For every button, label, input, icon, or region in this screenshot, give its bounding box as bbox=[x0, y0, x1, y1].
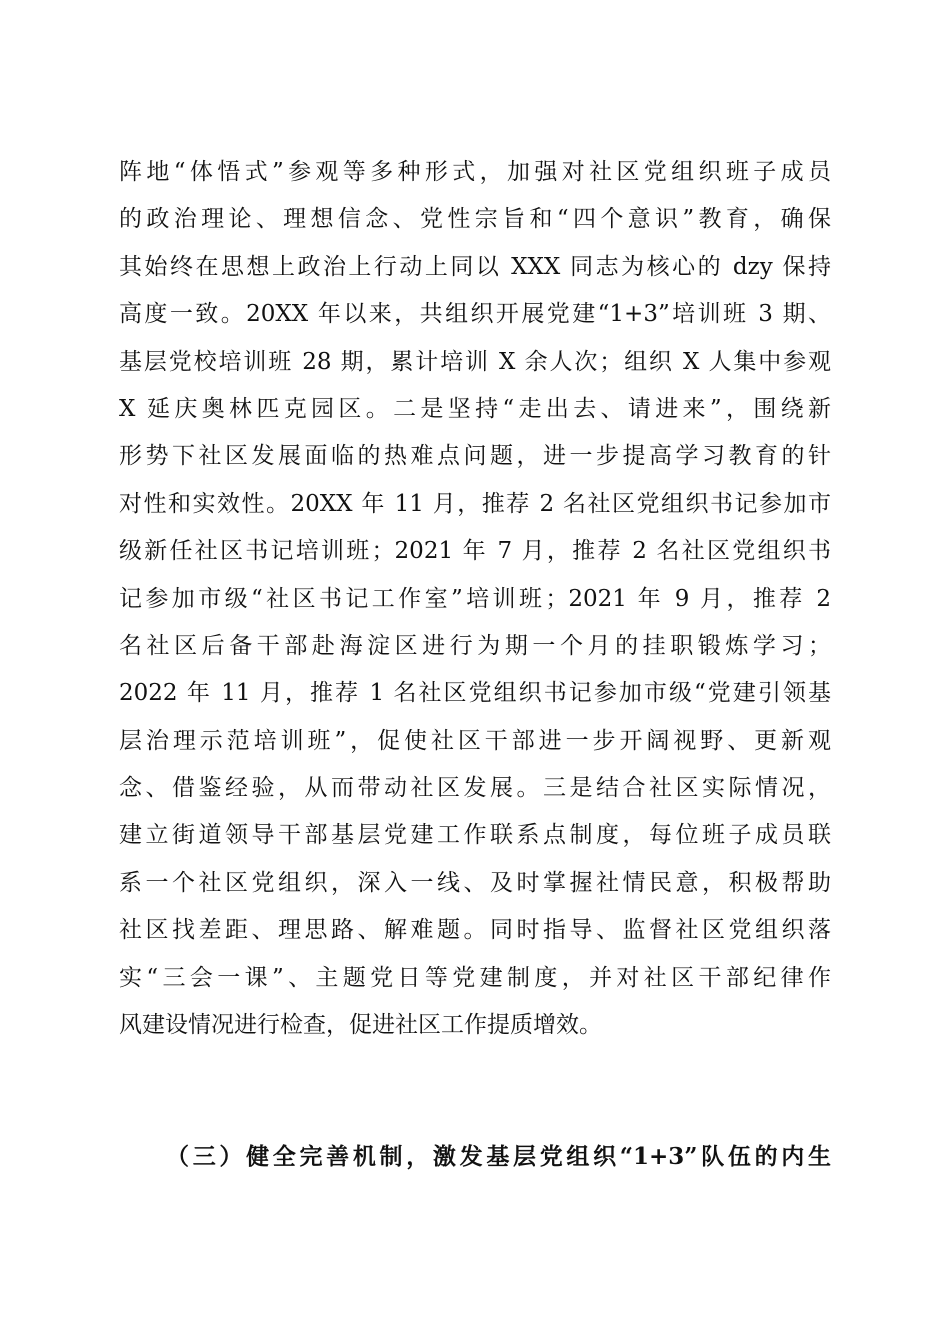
paragraph-line: 记参加市级“社区书记工作室”培训班；2021 年 9 月，推荐 2 bbox=[119, 585, 831, 612]
paragraph-line: X 延庆奥林匹克园区。二是坚持“走出去、请进来”，围绕新 bbox=[119, 395, 831, 422]
paragraph-line: 名社区后备干部赴海淀区进行为期一个月的挂职锻炼学习； bbox=[119, 632, 831, 659]
paragraph-line: 风建设情况进行检查，促进社区工作提质增效。 bbox=[119, 1012, 602, 1039]
section-heading: （三）健全完善机制，激发基层党组织“1+3”队伍的内生 bbox=[166, 1143, 831, 1170]
paragraph-line: 2022 年 11 月，推荐 1 名社区党组织书记参加市级“党建引领基 bbox=[119, 680, 831, 707]
paragraph-line: 建立街道领导干部基层党建工作联系点制度，每位班子成员联 bbox=[119, 822, 831, 849]
paragraph-line: 层治理示范培训班”，促使社区干部进一步开阔视野、更新观 bbox=[119, 727, 831, 754]
paragraph-line: 其始终在思想上政治上行动上同以 XXX 同志为核心的 dzy 保持 bbox=[119, 253, 831, 280]
paragraph-line: 高度一致。20XX 年以来，共组织开展党建“1+3”培训班 3 期、 bbox=[119, 301, 831, 328]
paragraph-line: 基层党校培训班 28 期，累计培训 X 余人次；组织 X 人集中参观 bbox=[119, 348, 831, 375]
paragraph-line: 阵地“体悟式”参观等多种形式，加强对社区党组织班子成员 bbox=[119, 159, 831, 185]
paragraph-line: 实“三会一课”、主题党日等党建制度，并对社区干部纪律作 bbox=[119, 964, 831, 991]
paragraph-line: 系一个社区党组织，深入一线、及时掌握社情民意，积极帮助 bbox=[119, 869, 831, 896]
paragraph-line: 级新任社区书记培训班；2021 年 7 月，推荐 2 名社区党组织书 bbox=[119, 538, 831, 565]
paragraph-line: 形势下社区发展面临的热难点问题，进一步提高学习教育的针 bbox=[119, 443, 831, 470]
paragraph-line: 的政治理论、理想信念、党性宗旨和“四个意识”教育，确保 bbox=[119, 206, 831, 233]
body-paragraph bbox=[119, 149, 831, 1049]
paragraph-line: 对性和实效性。20XX 年 11 月，推荐 2 名社区党组织书记参加市 bbox=[119, 490, 831, 517]
paragraph-line: 社区找差距、理思路、解难题。同时指导、监督社区党组织落 bbox=[119, 917, 831, 944]
paragraph-line: 念、借鉴经验，从而带动社区发展。三是结合社区实际情况， bbox=[119, 775, 831, 802]
